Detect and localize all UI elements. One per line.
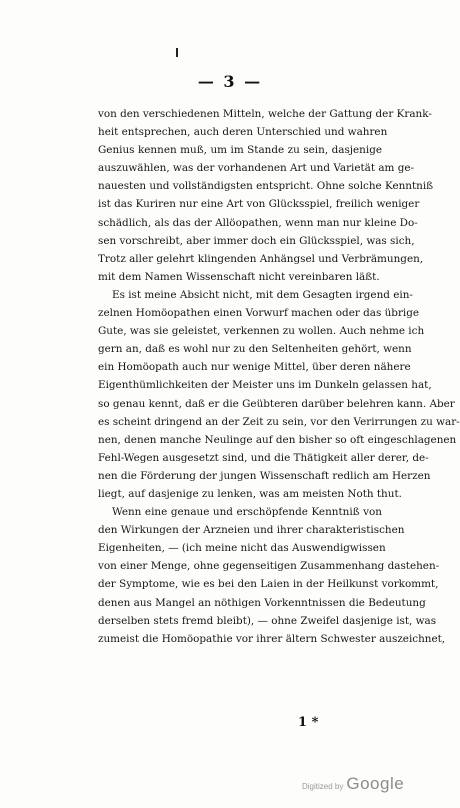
text-line: von den verschiedenen Mitteln, welche der Gattung der Krank- (98, 108, 432, 120)
text-line: zelnen Homöopathen einen Vorwurf machen oder das übrige (98, 307, 420, 320)
text-line: der Symptome, wie es bei den Laien in der Heilkunst vorkommt, (98, 578, 439, 591)
body-text (98, 105, 460, 648)
text-line: nen, denen manche Neulinge auf den bisher so oft eingeschlagenen (98, 433, 457, 446)
text-line: derselben stets fremd bleibt), — ohne Zweifel dasjenige ist, was (98, 614, 437, 627)
text-line: Genius kennen muß, um im Stande zu sein, dasjenige (98, 144, 382, 157)
text-line: ist das Kuriren nur eine Art von Glücksspiel, freilich weniger (98, 198, 420, 211)
text-line: liegt, auf dasjenige zu lenken, was am meisten Noth thut. (98, 487, 402, 500)
text-line: Es ist meine Absicht nicht, mit dem Gesagten irgend ein- (112, 288, 413, 301)
watermark-prefix: Digitized by (302, 782, 344, 791)
text-line: den Wirkungen der Arzneien und ihrer charakteristischen (98, 524, 405, 537)
text-line: auszuwählen, was der vorhandenen Art und Varietät am ge- (98, 162, 415, 175)
page-number: — 3 — (197, 72, 263, 91)
watermark-brand: Google (346, 774, 405, 793)
text-line: Gute, was sie geleistet, verkennen zu wollen. Auch nehme ich (98, 325, 425, 338)
text-line: zumeist die Homöopathie vor ihrer ältern Schwester auszeichnet, (98, 632, 446, 645)
text-line: ein Homöopath auch nur wenige Mittel, über deren nähere (98, 361, 411, 374)
text-line: so genau kennt, daß er die Geübteren darüber belehren kann. Aber (98, 397, 455, 410)
text-line: Eigenthümlichkeiten der Meister uns im Dunkeln gelassen hat, (98, 379, 432, 392)
watermark (302, 774, 404, 794)
text-line: schädlich, als das der Allöopathen, wenn man nur kleine Do- (98, 216, 418, 229)
text-line: nauesten und vollständigsten entspricht. Ohne solche Kenntniß (98, 180, 434, 193)
text-line: Fehl-Wegen ausgesetzt sind, und die Thätigkeit aller derer, de- (98, 451, 429, 464)
text-line: mit dem Namen Wissenschaft nicht vereinbaren läßt. (98, 270, 380, 283)
text-line: gern an, daß es wohl nur zu den Seltenheiten gehört, wenn (98, 343, 412, 356)
ink-speck (176, 48, 178, 57)
text-line: denen aus Mangel an nöthigen Vorkenntnissen die Bedeutung (98, 596, 426, 609)
text-line: nen die Förderung der jungen Wissenschaft redlich am Herzen (98, 469, 431, 482)
text-line: Wenn eine genaue und erschöpfende Kenntniß von (112, 506, 382, 519)
text-line: heit entsprechen, auch deren Unterschied und wahren (98, 126, 388, 139)
signature-mark: 1 * (298, 715, 319, 730)
text-line: Eigenheiten, — (ich meine nicht das Auswendigwissen (98, 542, 386, 555)
text-line: von einer Menge, ohne gegenseitigen Zusammenhang dastehen- (98, 560, 440, 573)
text-line: es scheint dringend an der Zeit zu sein, vor den Verirrungen zu war- (98, 415, 460, 428)
text-line: sen vorschreibt, aber immer doch ein Glücksspiel, was sich, (98, 234, 415, 247)
text-line: Trotz aller gelehrt klingenden Anhängsel und Verbrämungen, (98, 252, 424, 265)
